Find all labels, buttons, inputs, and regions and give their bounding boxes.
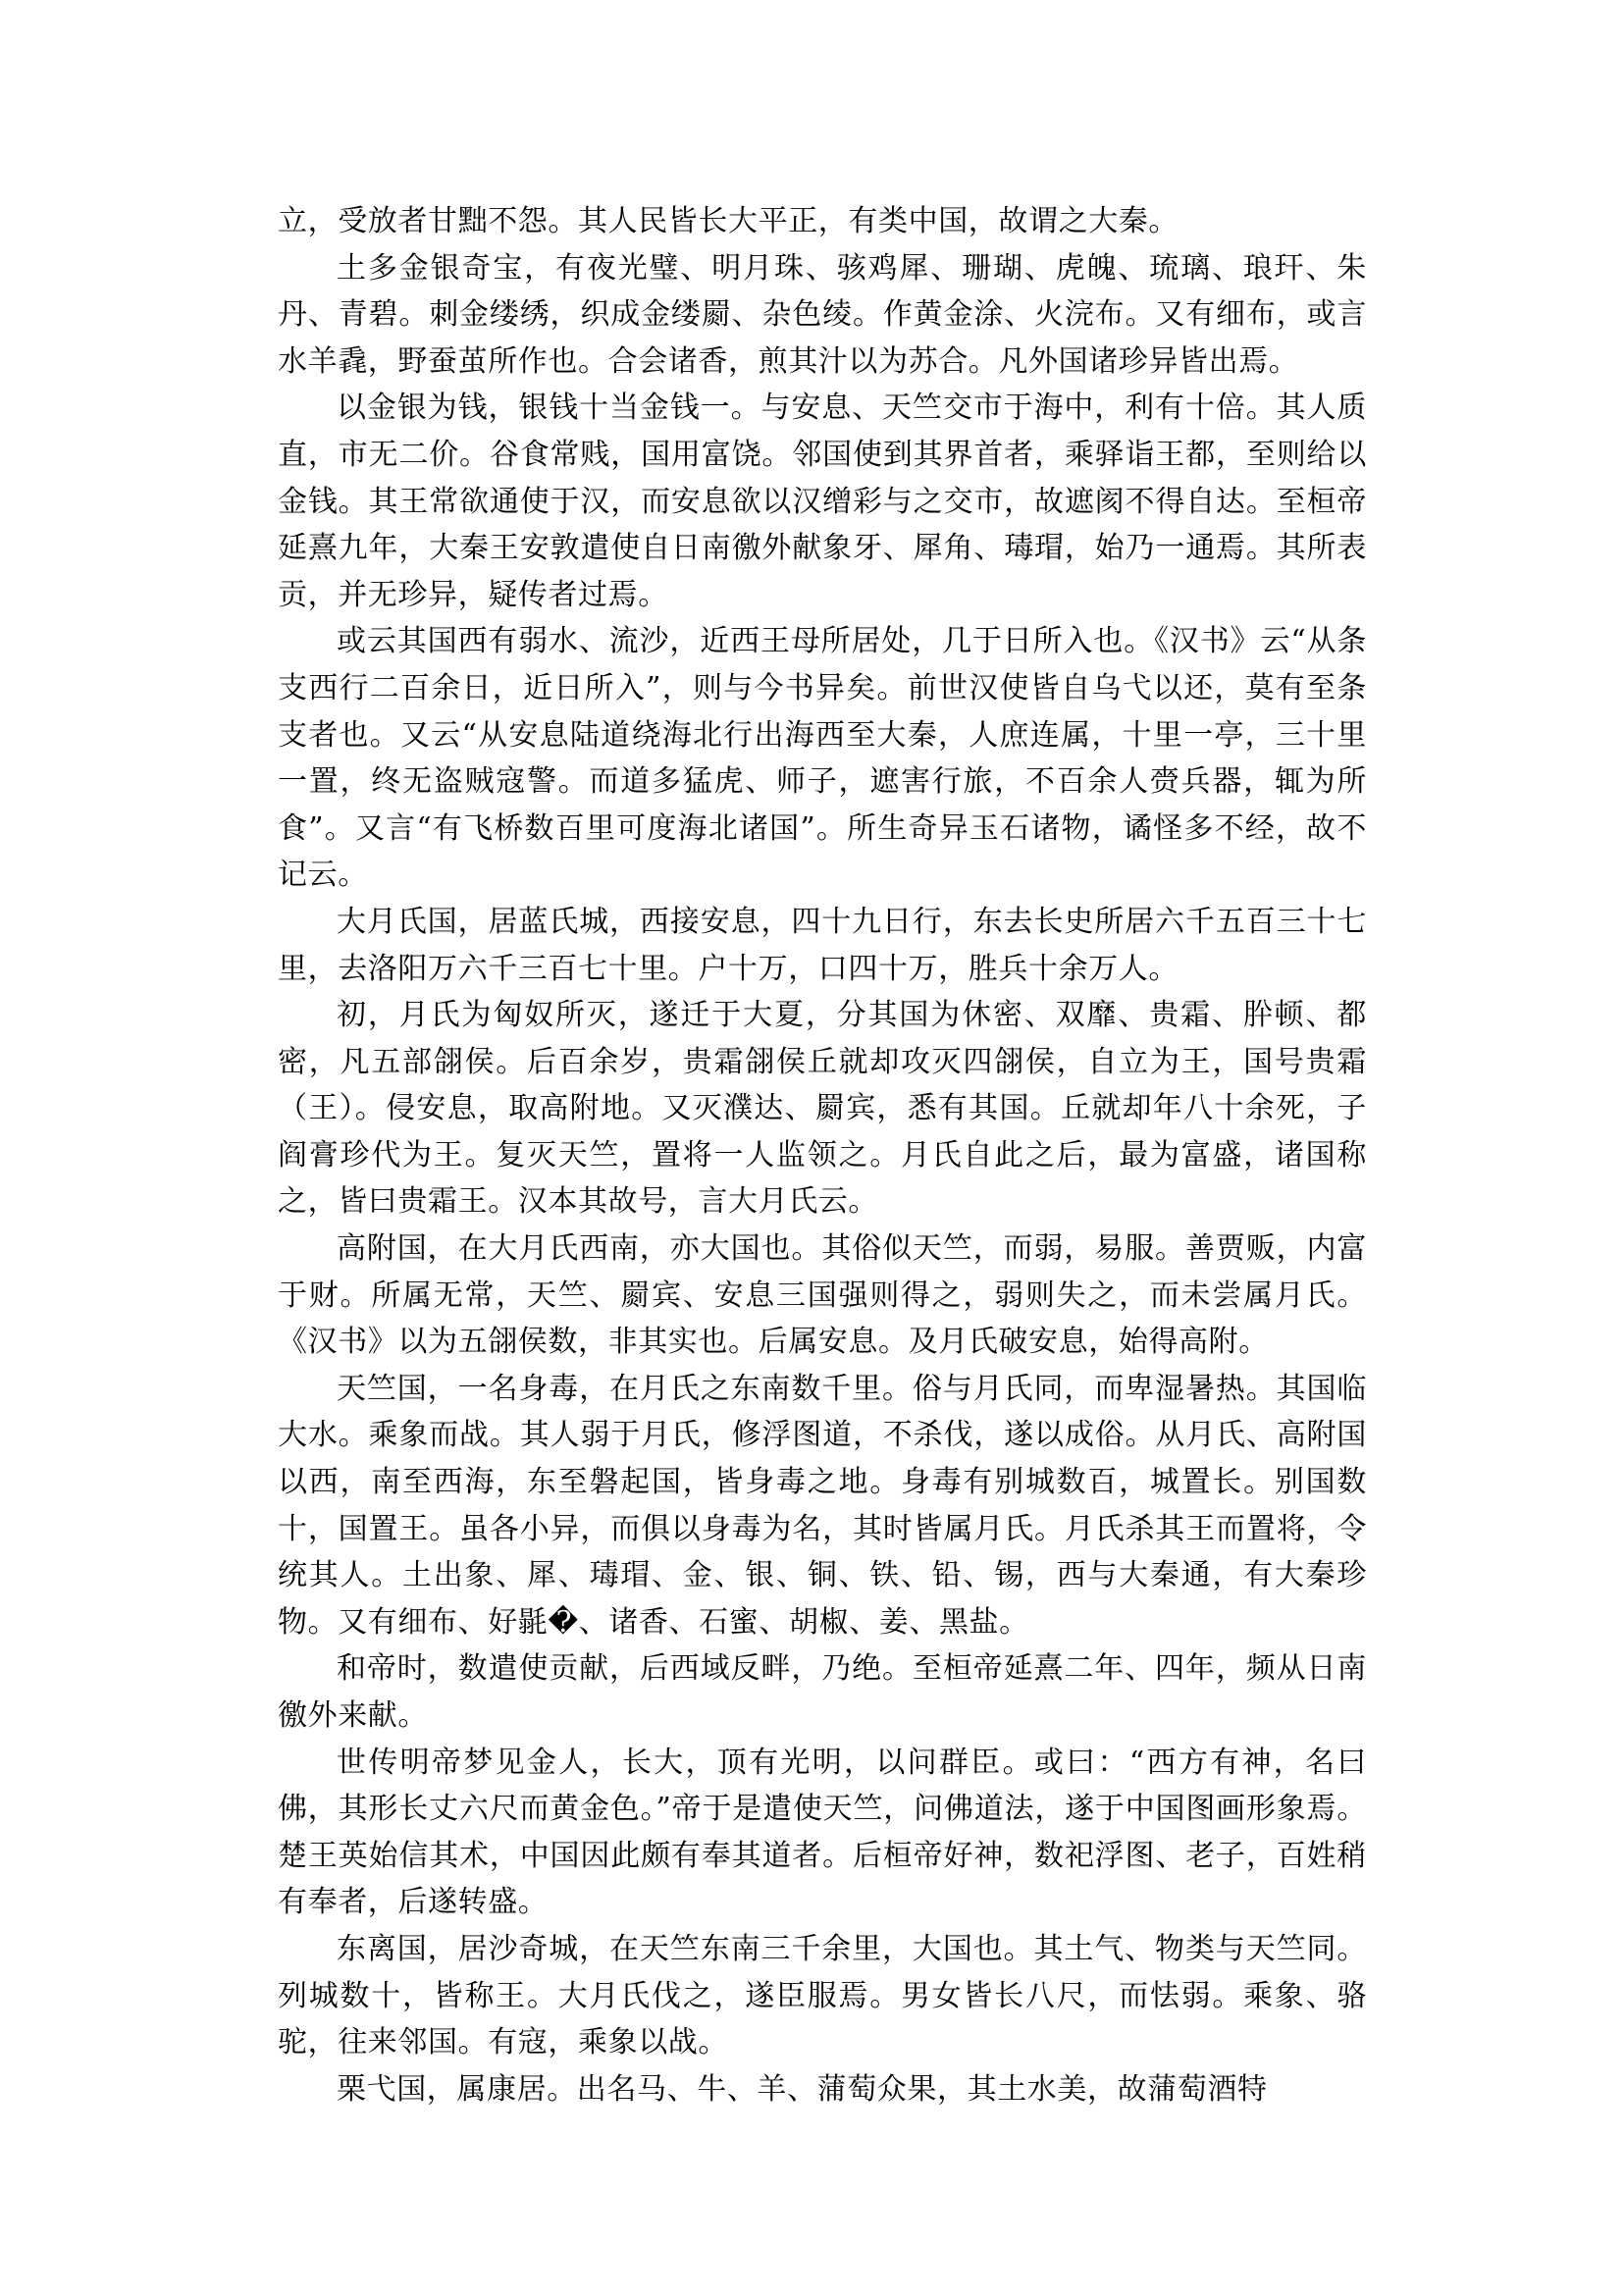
paragraph-hedi: 和帝时，数遣使贡献，后西域反畔，乃绝。至桓帝延熹二年、四年，频从日南徼外来献。 [278,1651,1367,1733]
paragraph-dayuezhi: 大月氏国，居蓝氏城，西接安息，四十九日行，东去长史所居六千五百三十七里，去洛阳万六千三百七十里。户十万，口四十万，胜兵十余万人。 [278,904,1367,986]
paragraph-daqin-currency: 以金银为钱，银钱十当金钱一。与安息、天竺交市于海中，利有十倍。其人质直，市无二价。谷食常贱，国用富饶。邻国使到其界首者，乘驿诣王都，至则给以金钱。其王常欲通使于汉，而安息欲以汉缯彩与之交市，故遮阂不得自达。至桓帝延熹九年，大秦王安敦遣使自日南徼外献象牙、犀角、瑇瑁，始乃一通焉。其所表贡，并无珍异，疑传者过焉。 [278,391,1367,612]
paragraph-mingdi-dream: 世传明帝梦见金人，长大，顶有光明，以问群臣。或曰：“西方有神，名曰佛，其形长丈六尺而黄金色。”帝于是遣使天竺，问佛道法，遂于中国图画形象焉。楚王英始信其术，中国因此颇有奉其道者。后桓帝好神，数祀浮图、老子，百姓稍有奉者，后遂转盛。 [278,1745,1367,1920]
paragraph-yuezhi-history: 初，月氏为匈奴所灭，遂迁于大夏，分其国为休密、双靡、贵霜、肸顿、都密，凡五部翖侯。后百余岁，贵霜翖侯丘就却攻灭四翖侯，自立为王，国号贵霜（王）。侵安息，取高附地。又灭濮达、罽宾，悉有其国。丘就却年八十余死，子阎膏珍代为王。复灭天竺，置将一人监领之。月氏自此之后，最为富盛，诸国称之，皆曰贵霜王。汉本其故号，言大月氏云。 [278,998,1367,1220]
paragraph-tianzhu: 天竺国，一名身毒，在月氏之东南数千里。俗与月氏同，而卑湿暑热。其国临大水。乘象而战。其人弱于月氏，修浮图道，不杀伐，遂以成俗。从月氏、高附国以西，南至西海，东至磐起国，皆身毒之地。身毒有别城数百，城置长。别国数十，国置王。虽各小异，而俱以身毒为名，其时皆属月氏。月氏杀其王而置将，令统其人。土出象、犀、瑇瑁、金、银、铜、铁、铅、锡，西与大秦通，有大秦珍物。又有细布、好毾�、诸香、石蜜、胡椒、姜、黑盐。 [278,1371,1367,1640]
document-page [278,198,1367,2112]
paragraph-gaofu: 高附国，在大月氏西南，亦大国也。其俗似天竺，而弱，易服。善贾贩，内富于财。所属无常，天竺、罽宾、安息三国强则得之，弱则失之，而未尝属月氏。《汉书》以为五翖侯数，非其实也。后属安息。及月氏破安息，始得高附。 [278,1231,1367,1360]
paragraph-daqin-west: 或云其国西有弱水、流沙，近西王母所居处，几于日所入也。《汉书》云“从条支西行二百余日，近日所入”，则与今书异矣。前世汉使皆自乌弋以还，莫有至条支者也。又云“从安息陆道绕海北行出海西至大秦，人庶连属，十里一亭，三十里一置，终无盗贼寇警。而道多猛虎、师子，遮害行旅，不百余人赍兵器，辄为所食”。又言“有飞桥数百里可度海北诸国”。所生奇异玉石诸物，谲怪多不经，故不记云。 [278,624,1367,893]
paragraph-daqin-ending: 立，受放者甘黜不怨。其人民皆长大平正，有类中国，故谓之大秦。 [278,204,1179,238]
paragraph-liyi: 栗弋国，属康居。出名马、牛、羊、蒲萄众果，其土水美，故蒲萄酒特 [337,2071,1268,2107]
paragraph-dongli: 东离国，居沙奇城，在天竺东南三千余里，大国也。其土气、物类与天竺同。列城数十，皆称王。大月氏伐之，遂臣服焉。男女皆长八尺，而怯弱。乘象、骆驼，往来邻国。有寇，乘象以战。 [278,1931,1367,2060]
paragraph-daqin-treasures: 土多金银奇宝，有夜光璧、明月珠、骇鸡犀、珊瑚、虎魄、琉璃、琅玕、朱丹、青碧。刺金缕绣，织成金缕罽、杂色绫。作黄金涂、火浣布。又有细布，或言水羊毳，野蚕茧所作也。合会诸香，煎其汁以为苏合。凡外国诸珍异皆出焉。 [278,250,1367,379]
